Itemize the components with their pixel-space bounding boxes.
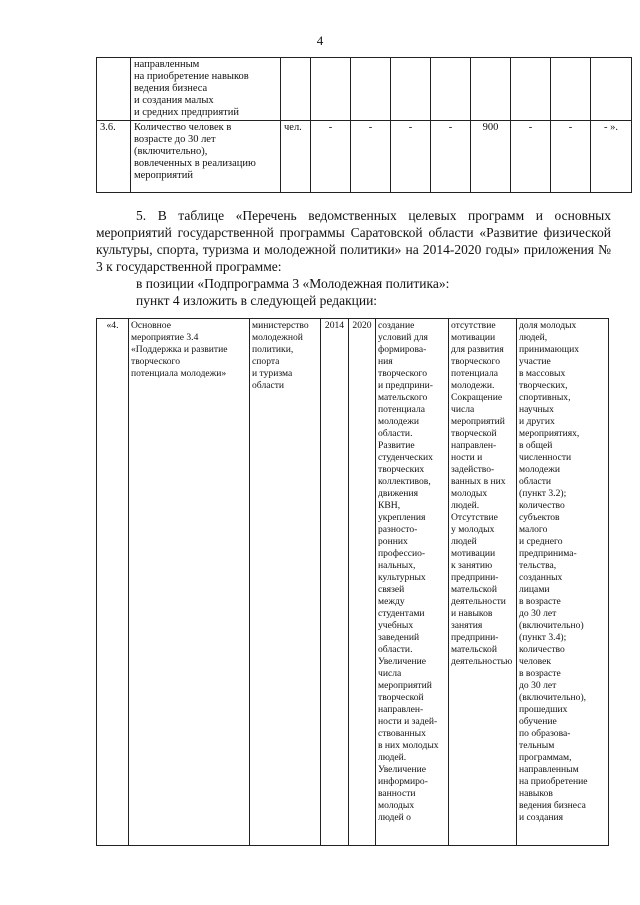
value-cell: - bbox=[551, 121, 591, 193]
value-cell: - bbox=[391, 121, 431, 193]
table-programs bbox=[96, 318, 609, 846]
row-number-cell: 3.6. bbox=[97, 121, 131, 193]
consequences-cell: отсутствие мотивации для развития творческого потенциала молодежи. Сокращение числа мероприятий творческой направлен- ности и задейство- ванных в них молодых людей. Отсутствие у молодых людей мотивации к занятию предприни- мательской деятельности и навыков занятия предприни- мательской деятельностью bbox=[449, 319, 517, 846]
paragraph-5: 5. В таблице «Перечень ведомственных целевых программ и основных мероприятий государственной программы Саратовской области «Развитие физической культуры, спорта, туризма и молодежной политики» на 2014-2020 годы» приложения № 3 к государственной программе: bbox=[96, 208, 611, 274]
table-row bbox=[97, 58, 632, 121]
unit-cell: чел. bbox=[281, 121, 311, 193]
punkt-line: пункт 4 изложить в следующей редакции: bbox=[136, 293, 378, 308]
value-cell: - bbox=[431, 121, 471, 193]
indicator-name-cell: Количество человек в возрасте до 30 лет (включительно), вовлеченных в реализацию мероприятий bbox=[131, 121, 281, 193]
table-targets-continued bbox=[96, 57, 632, 193]
table-row bbox=[97, 121, 632, 193]
page-number: 4 bbox=[316, 33, 324, 48]
measure-name-cell: Основное мероприятие 3.4 «Поддержка и развитие творческого потенциала молодежи» bbox=[129, 319, 250, 846]
value-cell: - bbox=[511, 121, 551, 193]
value-cell: - bbox=[311, 121, 351, 193]
value-cell: - ». bbox=[591, 121, 632, 193]
value-cell: - bbox=[351, 121, 391, 193]
indicator-name-cell: направленным на приобретение навыков ведения бизнеса и создания малых и средних предприятий bbox=[131, 58, 281, 121]
row-number-cell: «4. bbox=[97, 319, 129, 846]
expected-result-cell: создание условий для формирова- ния творческого и предприни- мательского потенциала молодежи области. Развитие студенческих творческих коллективов, движения КВН, укрепления разносто- ронних профессио- нальных, культурных связей между студентами учебных заведений области. Увеличение числа мероприятий творческой направлен- ности и задей- ствованных в них молодых людей. Увеличение информиро- ванности молодых людей о bbox=[376, 319, 449, 846]
table-row bbox=[97, 319, 609, 846]
value-cell: 900 bbox=[471, 121, 511, 193]
executor-cell: министерство молодежной политики, спорта и туризма области bbox=[250, 319, 321, 846]
indicators-cell: доля молодых людей, принимающих участие в массовых творческих, спортивных, научных и других мероприятиях, в общей численности молодежи области (пункт 3.2); количество субъектов малого и среднего предпринима- тельства, созданных лицами в возрасте до 30 лет (включительно) (пункт 3.4); количество человек в возрасте до 30 лет (включительно), прошедших обучение по образова- тельным программам, направленным на приобретение навыков ведения бизнеса и создания bbox=[517, 319, 609, 846]
position-line: в позиции «Подпрограмма 3 «Молодежная политика»: bbox=[136, 276, 450, 291]
year-start-cell: 2014 bbox=[321, 319, 349, 846]
year-end-cell: 2020 bbox=[349, 319, 376, 846]
